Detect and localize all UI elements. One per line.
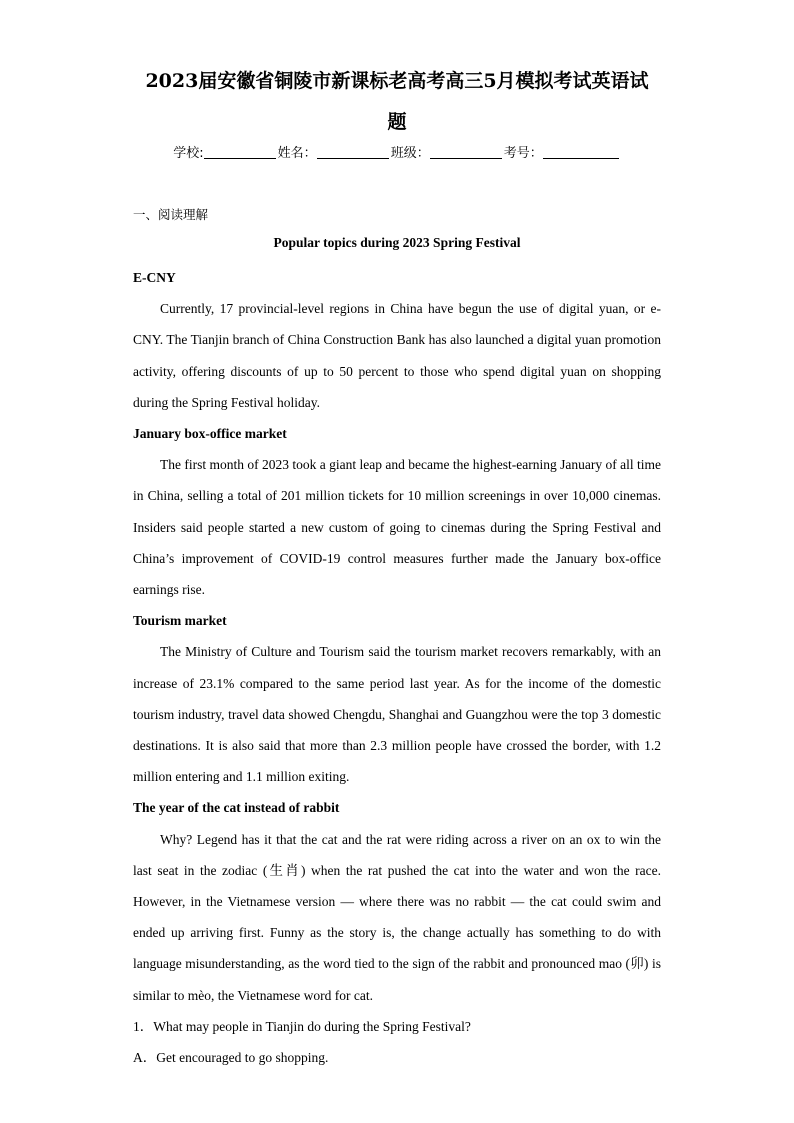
- subheading-ecny: E-CNY: [133, 270, 176, 285]
- subheading-box-office: January box-office market: [133, 426, 287, 442]
- document-title-continued: 题: [387, 111, 407, 133]
- question-1-option-a[interactable]: A．Get encouraged to go shopping.: [133, 1050, 329, 1066]
- passage-title: Popular topics during 2023 Spring Festival: [273, 235, 521, 250]
- section-heading: 一、阅读理解: [133, 207, 209, 222]
- paragraph-ecny: Currently, 17 provincial-level regions in China have begun the use of digital yuan, or e-CNY. The Tianjin branch of China Construction Bank has also launched a digital yuan promotion activity, offering discounts of up to 50 percent to those who spend digital yuan on shopping during the Spring Festival holiday.: [133, 301, 661, 410]
- name-label: 姓名：: [277, 146, 317, 161]
- subheading-year-of-cat: The year of the cat instead of rabbit: [133, 800, 340, 816]
- number-blank[interactable]: [543, 144, 619, 159]
- paragraph-box-office: The first month of 2023 took a giant leap and became the highest-earning January of all time in China, selling a total of 201 million tickets for 10 million screenings in over 10,000 cinemas. Insiders said people started a new custom of going to cinemas during the Spring Festival and China’s improvement of COVID-19 control measures further made the January box-office earnings rise.: [133, 457, 661, 598]
- class-blank[interactable]: [430, 144, 502, 159]
- paragraph-tourism: The Ministry of Culture and Tourism said the tourism market recovers remarkably, with an increase of 23.1% compared to the same period last year. As for the income of the domestic tourism industry, travel data showed Chengdu, Shanghai and Guangzhou were the top 3 domestic destinations. It is also said that more than 2.3 million people have crossed the border, with 1.2 million entering and 1.1 million exiting.: [133, 644, 661, 785]
- school-blank[interactable]: [204, 144, 276, 159]
- student-info-row: [0, 144, 794, 164]
- document-title: 2023届安徽省铜陵市新课标老高考高三5月模拟考试英语试: [145, 70, 649, 92]
- passage-body: [133, 262, 661, 1073]
- question-1: 1．What may people in Tianjin do during the Spring Festival?: [133, 1018, 471, 1034]
- school-label: 学校:: [173, 146, 204, 161]
- name-blank[interactable]: [317, 144, 389, 159]
- number-label: 考号：: [503, 146, 543, 161]
- subheading-tourism: Tourism market: [133, 613, 227, 629]
- paragraph-year-of-cat: Why? Legend has it that the cat and the rat were riding across a river on an ox to win the last seat in the zodiac (生肖) when the rat pushed the cat into the water and won the race. However, in the Vietnamese version — where there was no rabbit — the cat could swim and ended up arriving first. Funny as the story is, the change actually has something to do with language misunderstanding, as the word tied to the sign of the rabbit and pronounced mao (卯) is similar to mèo, the Vietnamese word for cat.: [133, 831, 661, 1003]
- class-label: 班级：: [390, 146, 430, 161]
